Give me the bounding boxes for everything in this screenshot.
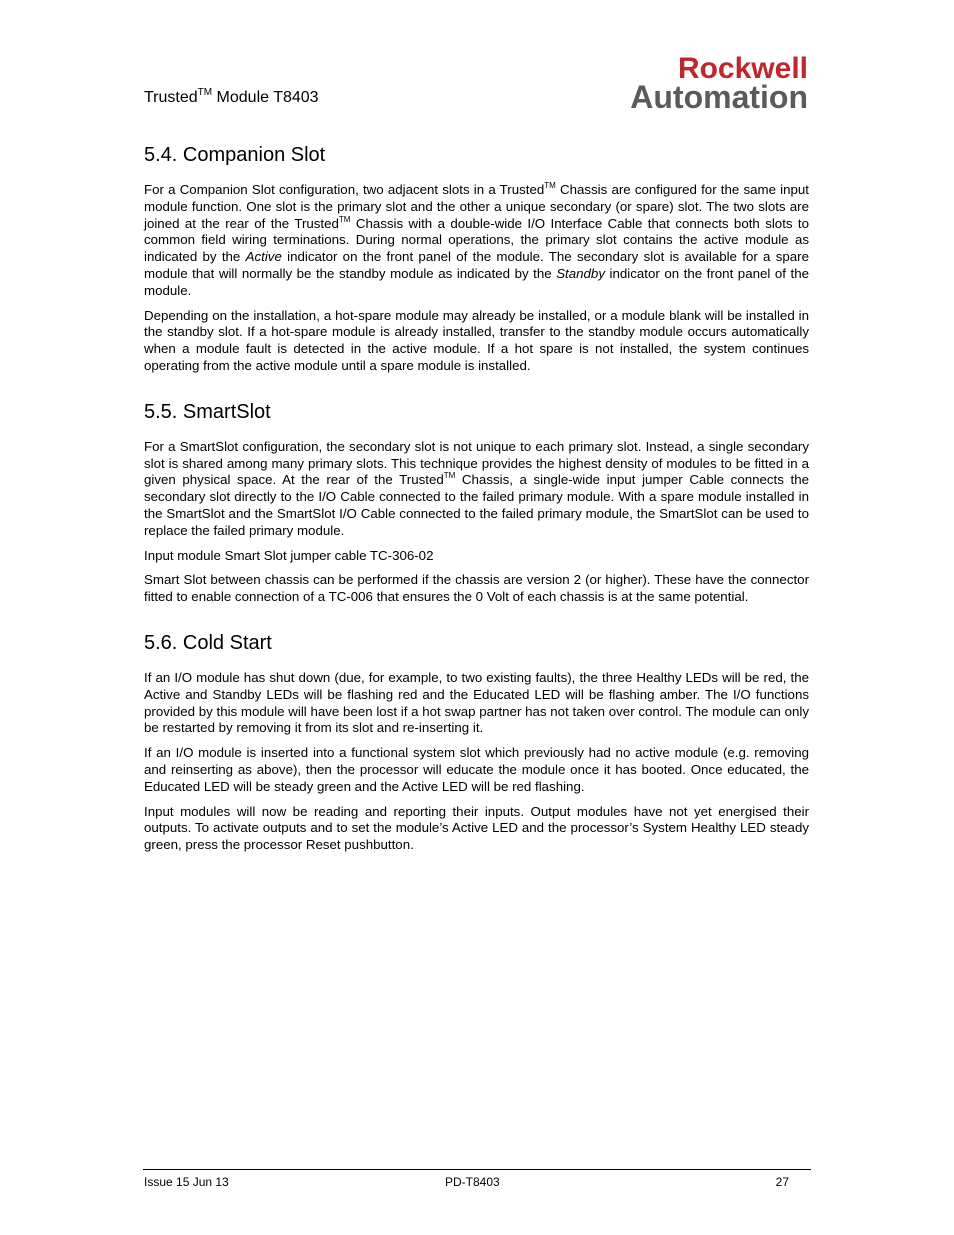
paragraph: Smart Slot between chassis can be performed if the chassis are version 2 (or higher). These have the connector fitted to enable connection of a TC-006 that ensures the 0 Volt of each chassis is at the same potential.: [144, 572, 809, 605]
page-footer: [143, 1169, 811, 1189]
text-run: Chassis, a single-wide input jumper Cable connects the secondary slot directly to the I/O Cable connected to the failed primary module. With a spare module installed in the SmartSlot and the SmartSlot I/O Cable connected to the failed primary module, the SmartSlot can be used to replace the failed primary module.: [144, 472, 809, 538]
footer-page-number: 27: [775, 1175, 789, 1189]
header-title: [144, 88, 319, 108]
text-run: For a Companion Slot configuration, two adjacent slots in a Trusted: [144, 182, 545, 197]
trademark: TM: [544, 181, 556, 190]
title-trademark: TM: [197, 87, 213, 98]
emphasis-active: Active: [245, 249, 282, 265]
logo-line-2: Automation: [630, 79, 808, 112]
title-prefix: Trusted: [144, 89, 198, 106]
text-run: indicator on the front panel of the module. The secondary slot is available for a spare module that will normally be the standby module as indicated by the: [144, 249, 809, 281]
section-companion-slot: [144, 142, 809, 375]
text-run: Chassis are configured for the same input module function. One slot is the primary slot and the other a unique secondary (or spare) slot. The two slots are joined at the rear of the Trusted: [144, 182, 809, 231]
trademark: TM: [338, 214, 351, 224]
paragraph: [144, 182, 809, 300]
footer-doc-id: PD-T8403: [445, 1175, 500, 1189]
section-heading: 5.4. Companion Slot: [144, 144, 326, 166]
section-heading: 5.5. SmartSlot: [144, 400, 271, 423]
emphasis-standby: Standby: [556, 265, 605, 281]
paragraph: If an I/O module is inserted into a functional system slot which previously had no active module (e.g. removing and reinserting as above), then the processor will educate the module once it has booted. Once educated, the Educated LED will be steady green and the Active LED will be red flashing.: [144, 745, 809, 794]
section-heading: 5.6. Cold Start: [144, 631, 272, 654]
rockwell-automation-logo: [572, 50, 812, 112]
footer-issue: Issue 15 Jun 13: [144, 1175, 229, 1189]
section-smartslot: [144, 399, 809, 606]
trademark: TM: [443, 471, 456, 481]
logo-line-1: Rockwell: [677, 52, 808, 85]
title-suffix: Module T8403: [212, 89, 319, 106]
text-run: For a SmartSlot configuration, the secondary slot is not unique to each primary slot. Instead, a single secondary slot is shared among many primary slots. This technique provides the highest density of modules to be fitted in a given physical space. At the rear of the Trusted: [144, 438, 809, 488]
section-cold-start: [144, 630, 809, 854]
paragraph: If an I/O module has shut down (due, for example, to two existing faults), the three Healthy LEDs will be red, the Active and Standby LEDs will be flashing red and the Educated LED will be flashing amber. The I/O functions provided by this module will have been lost if a hot swap partner has not taken over control. The module can only be restarted by removing it from its slot and re-inserting it.: [144, 669, 809, 736]
paragraph: Depending on the installation, a hot-spare module may already be installed, or a module blank will be installed in the standby slot. If a hot-spare module is already installed, transfer to the standby module occurs automatically when a module fault is detected in the active module. If a hot spare is not installed, the system continues operating from the active module until a spare module is installed.: [144, 307, 809, 373]
text-run: indicator on the front panel of the module.: [144, 265, 809, 298]
paragraph: [144, 439, 809, 540]
paragraph: Input modules will now be reading and reporting their inputs. Output modules have not yet energised their outputs. To activate outputs and to set the module’s Active LED and the processor’s System Healthy LED steady green, press the processor Reset pushbutton.: [144, 803, 809, 853]
document-body: [144, 142, 809, 878]
text-run: Chassis with a double-wide I/O Interface Cable that connects both slots to common field wiring terminations. During normal operations, the primary slot contains the active module as indicated by the: [144, 215, 810, 265]
paragraph: Input module Smart Slot jumper cable TC-306-02: [144, 547, 434, 563]
